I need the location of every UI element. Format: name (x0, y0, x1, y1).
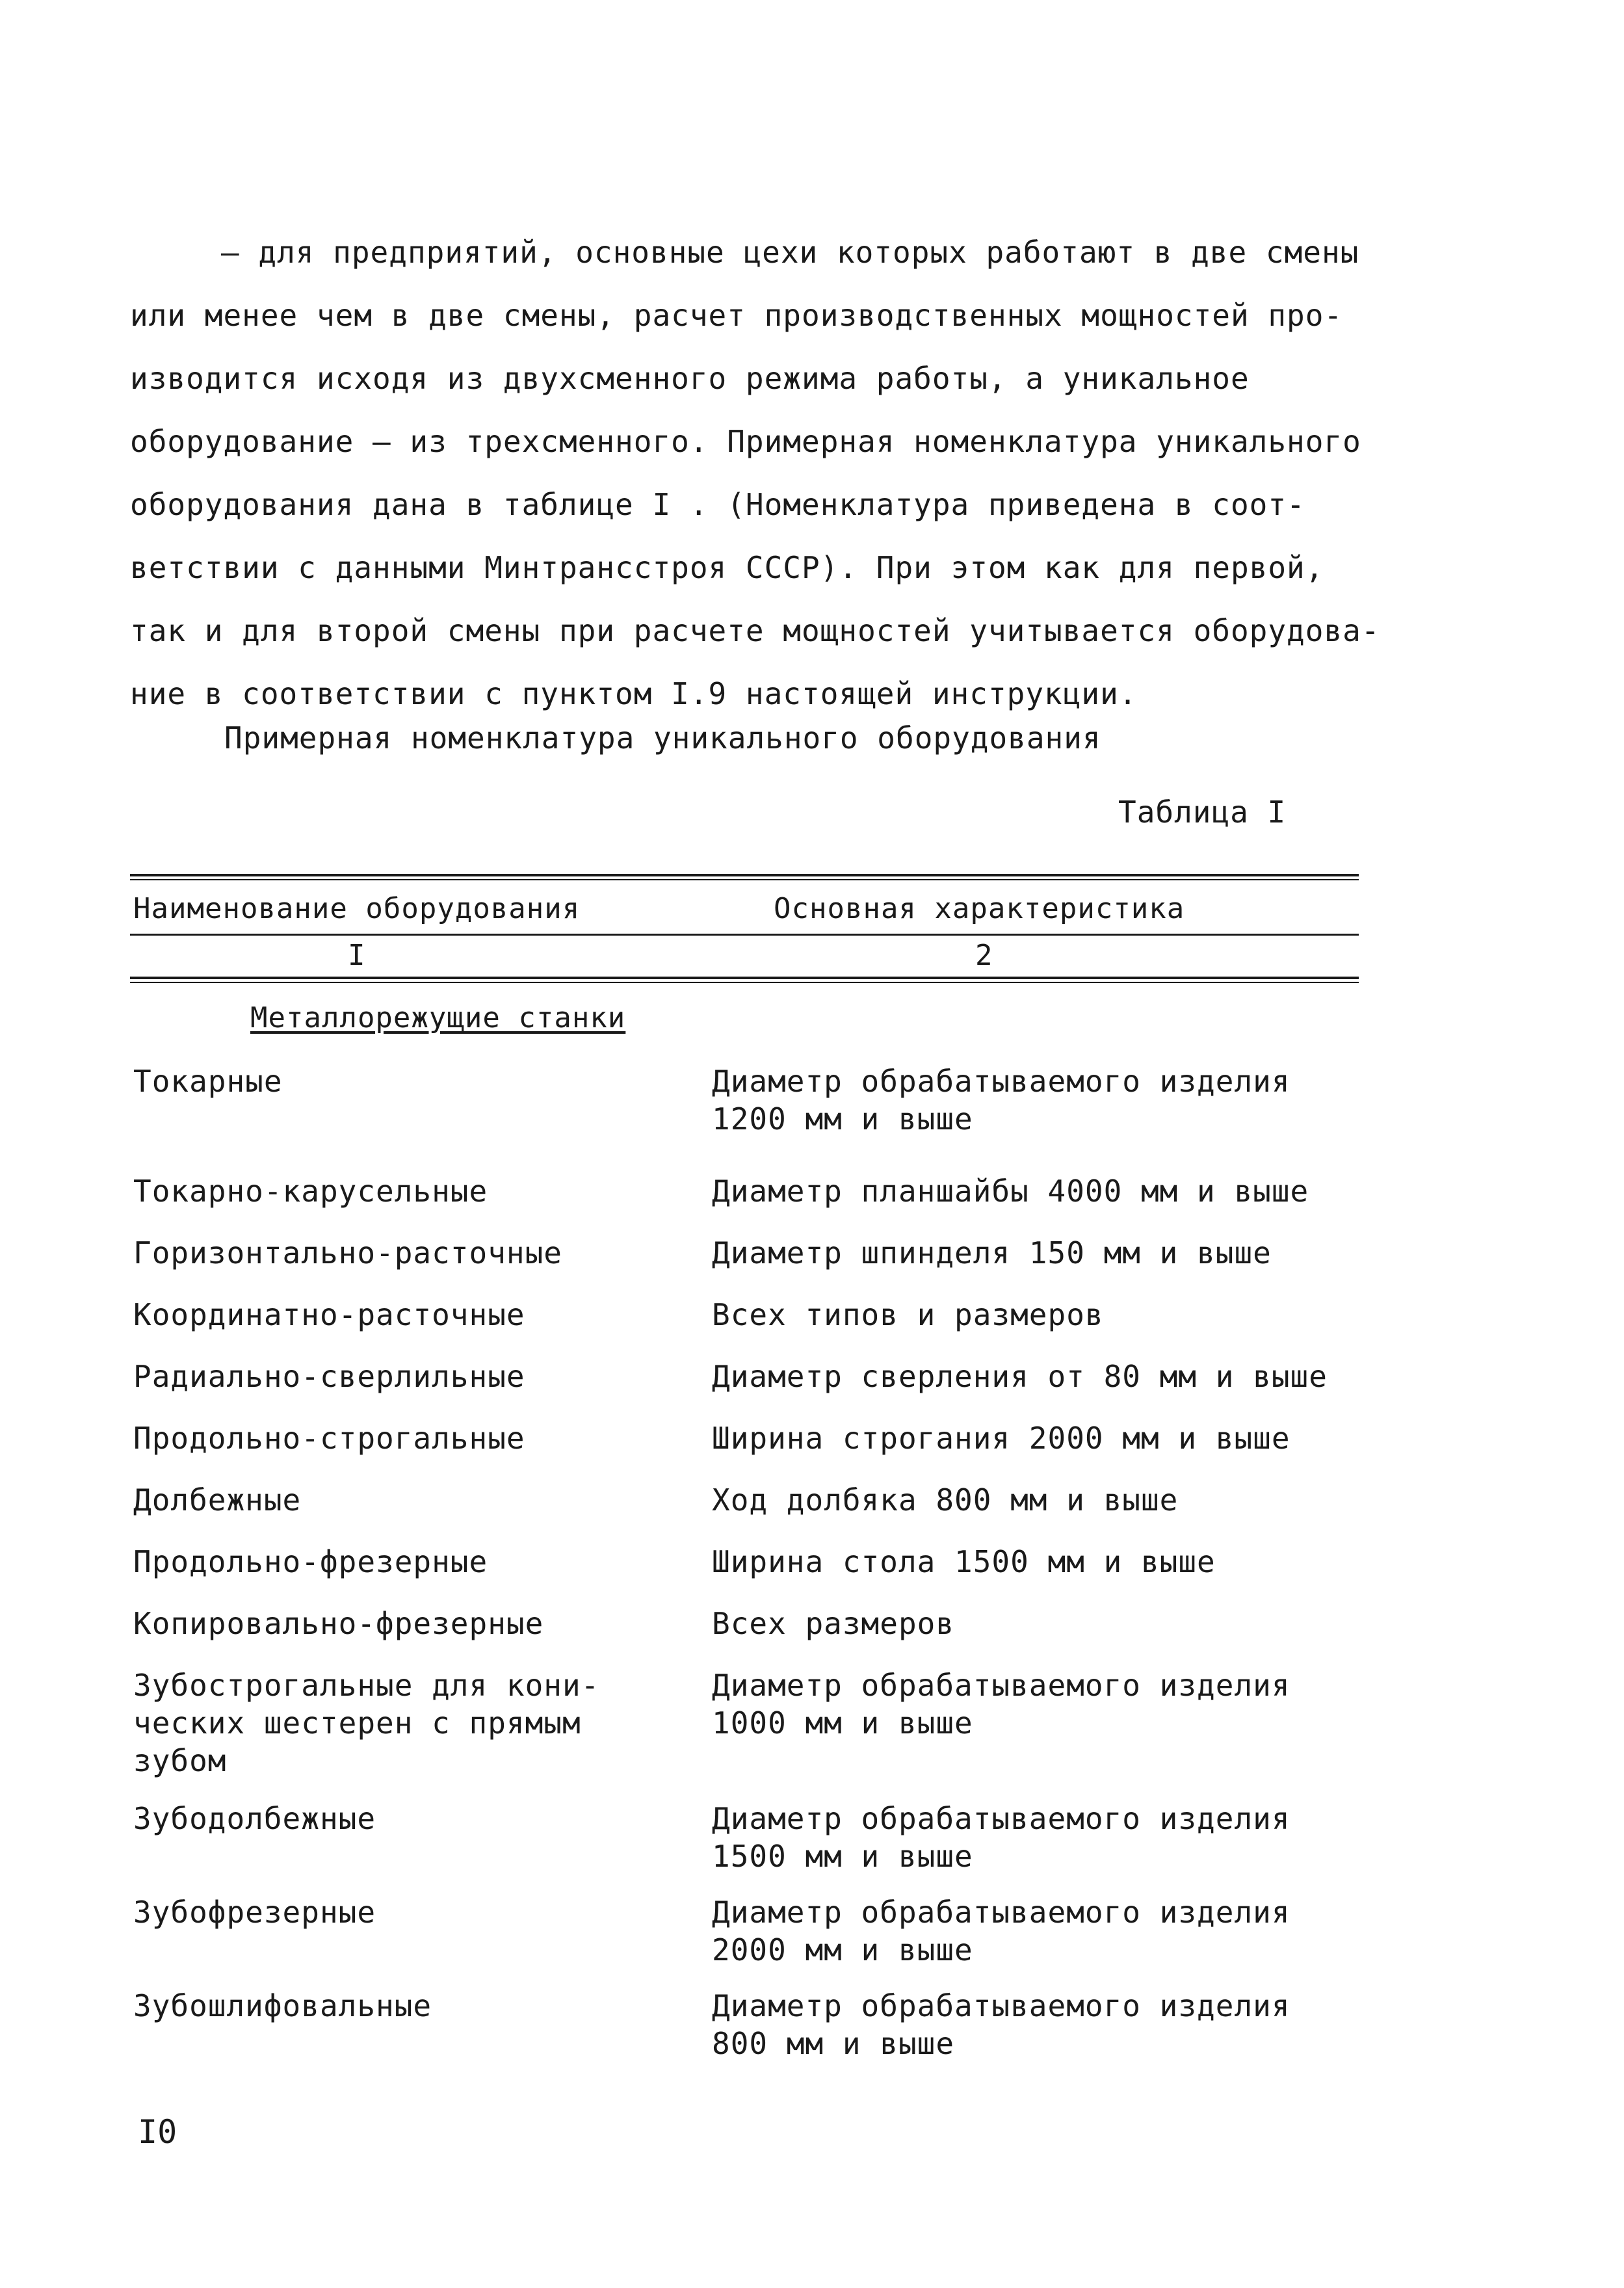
header-main-characteristic: Основная характеристика (774, 892, 1185, 925)
equipment-spec: Диаметр планшайбы 4000 мм и выше (712, 1174, 1309, 1209)
header-bottom-rule-double (130, 982, 1359, 983)
intro-line: ние в соответствии с пунктом I.9 настоящей инструкции. (130, 676, 1138, 711)
equipment-spec: Ширина строгания 2000 мм и выше (712, 1421, 1290, 1456)
equipment-name: Продольно-фрезерные (133, 1544, 488, 1579)
equipment-name: Зубошлифовальные (133, 1988, 432, 2023)
equipment-name: Радиально-сверлильные (133, 1359, 525, 1394)
group-title: Металлорежущие станки (250, 1001, 626, 1034)
intro-line: оборудования дана в таблице I . (Номенклатура приведена в соот- (130, 487, 1305, 522)
intro-line: так и для второй смены при расчете мощностей учитывается оборудова- (130, 613, 1380, 648)
equipment-spec: Диаметр обрабатываемого изделия 800 мм и выше (712, 1988, 1290, 2061)
intro-paragraph (130, 221, 1430, 726)
equipment-spec: Ширина стола 1500 мм и выше (712, 1544, 1216, 1579)
page-number: I0 (138, 2113, 177, 2151)
equipment-spec: Диаметр обрабатываемого изделия 2000 мм и выше (712, 1895, 1290, 1967)
equipment-name: Токарно-карусельные (133, 1174, 488, 1209)
equipment-name: Зубострогальные для кони- ческих шестерен с прямым зубом (133, 1668, 600, 1778)
equipment-name: Копировально-фрезерные (133, 1606, 544, 1641)
table-top-rule-double (130, 879, 1359, 880)
equipment-spec: Всех типов и размеров (712, 1297, 1104, 1332)
header-bottom-rule (130, 977, 1359, 979)
equipment-spec: Ход долбяка 800 мм и выше (712, 1482, 1179, 1518)
equipment-name: Токарные (133, 1064, 283, 1099)
equipment-spec: Всех размеров (712, 1606, 955, 1641)
equipment-spec: Диаметр сверления от 80 мм и выше (712, 1359, 1328, 1394)
equipment-spec: Диаметр обрабатываемого изделия 1000 мм и выше (712, 1668, 1290, 1741)
intro-line: или менее чем в две смены, расчет производственных мощностей про- (130, 298, 1343, 333)
column-number-1: I (348, 939, 365, 972)
header-equipment-name: Наименование оборудования (133, 892, 581, 925)
intro-line: оборудование – из трехсменного. Примерная номенклатура уникального (130, 424, 1361, 459)
table-caption: Примерная номенклатура уникального оборудования (224, 720, 1101, 756)
intro-line: – для предприятий, основные цехи которых работают в две смены (221, 235, 1359, 270)
header-divider-rule (130, 934, 1359, 936)
equipment-name: Продольно-строгальные (133, 1421, 525, 1456)
equipment-spec: Диаметр обрабатываемого изделия 1200 мм и выше (712, 1064, 1290, 1137)
table-top-rule (130, 874, 1359, 876)
equipment-name: Горизонтально-расточные (133, 1235, 562, 1270)
equipment-name: Координатно-расточные (133, 1297, 525, 1332)
equipment-name: Зубофрезерные (133, 1895, 376, 1930)
table-label: Таблица I (1118, 795, 1287, 830)
intro-line: ветствии с данными Минтрансстроя СССР). При этом как для первой, (130, 550, 1324, 585)
equipment-spec: Диаметр шпинделя 150 мм и выше (712, 1235, 1272, 1270)
intro-line: изводится исходя из двухсменного режима работы, а уникальное (130, 361, 1250, 396)
equipment-spec: Диаметр обрабатываемого изделия 1500 мм и выше (712, 1801, 1290, 1874)
equipment-name: Зубодолбежные (133, 1801, 376, 1836)
equipment-name: Долбежные (133, 1482, 302, 1518)
column-number-2: 2 (975, 939, 993, 972)
